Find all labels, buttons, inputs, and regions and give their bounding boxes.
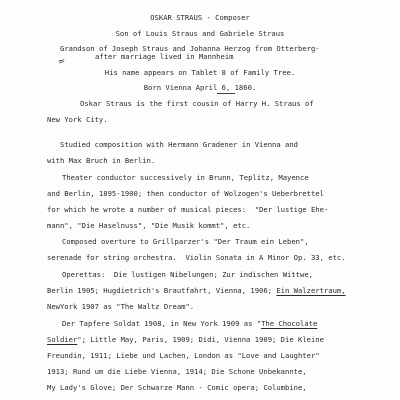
soldat-line-4: 1913; Rund um die Liebe Vienna, 1914; Die Schone Unbekannte, bbox=[47, 367, 307, 376]
operettas-line-2-text: Berlin 1905; Hugdietrich's Brautfahrt, Vienna, 1906; bbox=[47, 286, 277, 295]
soldat-line-1-text: Der Tapfere Soldat 1908, in New York 1909 as " bbox=[62, 319, 262, 328]
underlined-soldier: Soldier bbox=[47, 335, 78, 344]
composed-line-1: Composed overture to Grillparzer's "Der Traum ein Leben", bbox=[62, 237, 309, 246]
studied-line-2: with Max Bruch in Berlin. bbox=[47, 156, 156, 165]
operettas-line-3: NewYork 1907 as "The Waltz Dream". bbox=[47, 302, 195, 311]
theater-line-1: Theater conductor successively in Brunn, Teplitz, Mayence bbox=[62, 173, 309, 182]
soldat-line-3: Freundin, 1911; Liebe und Lachen, London as "Love and Laughter" bbox=[47, 351, 320, 360]
grandson-line-2: after marriage lived in Mannheim bbox=[95, 52, 234, 61]
composed-line-2: serenade for string orchestra. Violin Sonata in A Minor Op. 33, etc. bbox=[47, 253, 346, 262]
born-line: Born Vienna April 6, 1860. bbox=[143, 83, 257, 92]
tablet-line: His name appears on Tablet 8 of Family Tree. bbox=[104, 68, 296, 77]
cousin-line-1: Oskar Straus is the first cousin of Harry H. Straus of bbox=[80, 99, 314, 108]
theater-line-3: for which he wrote a number of musical pieces: "Der lustige Ehe- bbox=[47, 205, 329, 214]
grandson-line-1: Grandson of Joseph Straus and Johanna Herzog from Otterberg- bbox=[60, 44, 320, 53]
operettas-line-1: Operettas: Die lustigen Nibelungen; Zur indischen Wittwe, bbox=[62, 270, 313, 279]
operettas-line-2 bbox=[47, 287, 346, 295]
soldat-line-1 bbox=[62, 320, 317, 328]
theater-line-4: mann", "Die Haselnuss", "Die Musik kommt", etc. bbox=[47, 221, 251, 230]
parents-line: Son of Louis Straus and Gabriele Straus bbox=[115, 29, 285, 38]
soldat-line-2-text: "; Little May, Paris, 1909; Didi, Vienna 1909; Die Kleine bbox=[77, 335, 324, 344]
cousin-line-2: New York City. bbox=[47, 115, 108, 124]
soldat-line-5: My Lady's Glove; Der Schwarze Mann - Comic opera; Columbine, bbox=[47, 383, 307, 392]
handwritten-dash bbox=[217, 93, 235, 94]
underlined-waltz-dream: Ein Walzertraum, bbox=[276, 286, 346, 295]
underlined-chocolate: The Chocolate bbox=[261, 319, 318, 328]
margin-handwritten-mark: ≈ bbox=[56, 56, 68, 68]
soldat-line-2 bbox=[47, 336, 324, 344]
doc-title: OSKAR STRAUS - Composer bbox=[150, 13, 250, 22]
theater-line-2: and Berlin, 1895-1900; then conductor of Wolzogen's Ueberbrettel bbox=[47, 189, 324, 198]
studied-line-1: Studied composition with Hermann Gradener in Vienna and bbox=[60, 140, 298, 149]
